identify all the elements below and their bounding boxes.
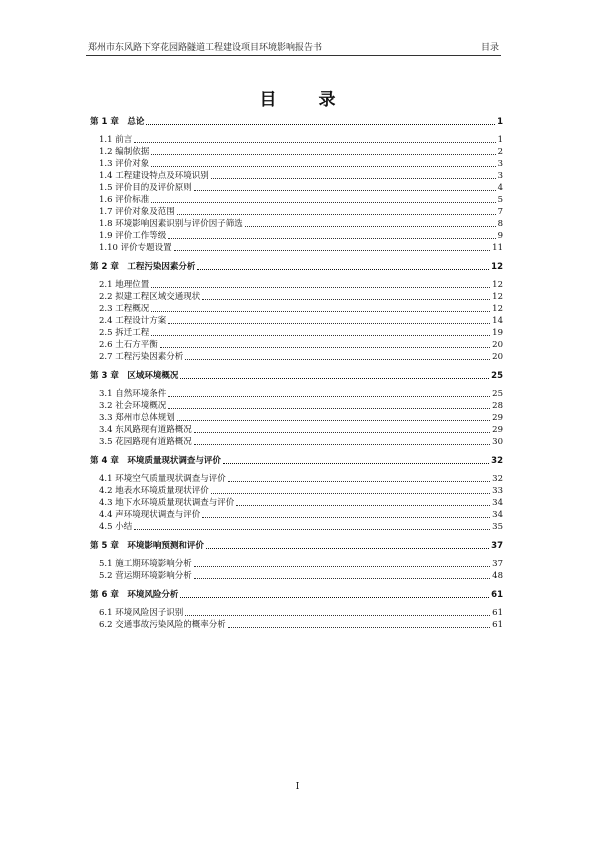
toc-section-entry-label: 1.6 评价标准 <box>99 195 150 205</box>
toc-section-entry-page: 12 <box>492 280 503 290</box>
toc-section-entry-page: 7 <box>497 207 503 217</box>
toc-section-entry-page: 3 <box>497 159 503 169</box>
toc-chapter-entry[interactable] <box>90 261 503 273</box>
toc-section-entry-label: 4.5 小结 <box>99 522 133 532</box>
dot-leader <box>194 189 496 191</box>
toc-section-entry[interactable] <box>99 497 503 509</box>
toc-section-entry[interactable] <box>99 291 503 303</box>
dot-leader <box>194 577 490 579</box>
dot-leader <box>134 141 495 143</box>
toc-section-entry-page: 61 <box>492 608 503 618</box>
toc-section-entry-page: 34 <box>492 510 503 520</box>
spacer <box>90 533 503 540</box>
dot-leader <box>151 286 490 288</box>
dot-leader <box>151 165 495 167</box>
toc-section-entry[interactable] <box>99 619 503 631</box>
toc-section-entry-label: 1.2 编制依据 <box>99 147 150 157</box>
toc-section-entry-label: 4.3 地下水环境质量现状调查与评价 <box>99 498 235 508</box>
toc-section-entry-label: 2.2 拟建工程区域交通现状 <box>99 292 201 302</box>
toc-section-entry-page: 25 <box>492 389 503 399</box>
toc-section-entry-label: 2.4 工程设计方案 <box>99 316 167 326</box>
header-rule <box>86 55 501 56</box>
toc-section-entry-label: 3.1 自然环境条件 <box>99 389 167 399</box>
dot-leader <box>228 480 490 482</box>
toc-section-entry-page: 12 <box>492 304 503 314</box>
toc-section-entry[interactable] <box>99 424 503 436</box>
dot-leader <box>194 443 490 445</box>
spacer <box>90 363 503 370</box>
toc-section-entry-label: 1.3 评价对象 <box>99 159 150 169</box>
dot-leader <box>146 123 495 125</box>
running-header <box>88 40 499 54</box>
toc-chapter-entry-page: 37 <box>491 541 503 551</box>
dot-leader <box>211 177 496 179</box>
toc-section-entry-page: 11 <box>492 243 503 253</box>
toc-section-entry-label: 3.3 郑州市总体规划 <box>99 413 175 423</box>
toc-section-entry[interactable] <box>99 182 503 194</box>
toc-section-entry-page: 61 <box>492 620 503 630</box>
dot-leader <box>228 626 490 628</box>
toc-section-entry-label: 1.4 工程建设特点及环境识别 <box>99 171 209 181</box>
toc-section-entry[interactable] <box>99 473 503 485</box>
toc-chapter-entry-page: 1 <box>497 117 503 127</box>
toc-section-entry-page: 2 <box>497 147 503 157</box>
toc-section-entry-page: 48 <box>492 571 503 581</box>
toc-section-entry-label: 5.2 营运期环境影响分析 <box>99 571 192 581</box>
toc-section-entry-label: 6.2 交通事故污染风险的概率分析 <box>99 620 226 630</box>
dot-leader <box>223 462 489 464</box>
dot-leader <box>177 419 490 421</box>
dot-leader <box>168 395 490 397</box>
toc-section-entry[interactable] <box>99 206 503 218</box>
toc-chapter-entry-label: 第 3 章 区域环境概况 <box>90 371 179 381</box>
table-of-contents <box>90 116 503 631</box>
toc-section-entry-label: 5.1 施工期环境影响分析 <box>99 559 192 569</box>
toc-section-entry-page: 14 <box>492 316 503 326</box>
toc-section-entry[interactable] <box>99 230 503 242</box>
toc-section-entry-page: 4 <box>497 183 503 193</box>
dot-leader <box>168 237 495 239</box>
toc-section-entry-label: 4.2 地表水环境质量现状评价 <box>99 486 209 496</box>
toc-section-entry[interactable] <box>99 242 503 254</box>
dot-leader <box>211 492 490 494</box>
toc-section-entry-label: 2.5 拆迁工程 <box>99 328 150 338</box>
toc-chapter-entry-label: 第 5 章 环境影响预测和评价 <box>90 541 204 551</box>
dot-leader <box>168 322 490 324</box>
toc-section-entry[interactable] <box>99 327 503 339</box>
header-section-name: 目录 <box>480 43 499 53</box>
toc-section-entry[interactable] <box>99 315 503 327</box>
toc-section-entry[interactable] <box>99 146 503 158</box>
toc-section-entry-label: 1.1 前言 <box>99 135 133 145</box>
toc-section-entry[interactable] <box>99 194 503 206</box>
toc-chapter-entry[interactable] <box>90 116 503 128</box>
toc-section-entry-label: 1.9 评价工作等级 <box>99 231 167 241</box>
toc-chapter-entry-label: 第 6 章 环境风险分析 <box>90 590 179 600</box>
toc-chapter-entry-page: 12 <box>491 262 503 272</box>
dot-leader <box>151 153 495 155</box>
dot-leader <box>151 310 490 312</box>
toc-chapter-entry-page: 61 <box>491 590 503 600</box>
toc-section-entry[interactable] <box>99 170 503 182</box>
toc-section-entry-label: 1.7 评价对象及范围 <box>99 207 175 217</box>
dot-leader <box>194 565 490 567</box>
dot-leader <box>202 298 490 300</box>
toc-section-entry[interactable] <box>99 509 503 521</box>
toc-section-entry-page: 3 <box>497 171 503 181</box>
toc-section-entry-page: 5 <box>497 195 503 205</box>
toc-section-entry[interactable] <box>99 400 503 412</box>
dot-leader <box>134 528 490 530</box>
toc-section-entry[interactable] <box>99 134 503 146</box>
page-title: 目 录 <box>259 90 354 110</box>
toc-chapter-entry-page: 32 <box>491 456 503 466</box>
toc-section-entry[interactable] <box>99 158 503 170</box>
toc-chapter-entry-label: 第 2 章 工程污染因素分析 <box>90 262 196 272</box>
toc-section-entry-page: 12 <box>492 292 503 302</box>
dot-leader <box>194 431 490 433</box>
toc-chapter-entry[interactable] <box>90 455 503 467</box>
dot-leader <box>185 358 490 360</box>
dot-leader <box>168 407 490 409</box>
toc-section-entry-page: 29 <box>492 425 503 435</box>
dot-leader <box>185 614 490 616</box>
dot-leader <box>151 334 490 336</box>
toc-chapter-entry-label: 第 1 章 总论 <box>90 117 145 127</box>
toc-section-entry-label: 4.1 环境空气质量现状调查与评价 <box>99 474 226 484</box>
toc-section-entry-label: 1.10 评价专题设置 <box>99 243 172 253</box>
toc-section-entry-label: 3.5 花园路现有道路概况 <box>99 437 192 447</box>
toc-section-entry-page: 28 <box>492 401 503 411</box>
toc-section-entry-page: 35 <box>492 522 503 532</box>
toc-section-entry-label: 3.4 东风路现有道路概况 <box>99 425 192 435</box>
header-document-title: 郑州市东风路下穿花园路隧道工程建设项目环境影响报告书 <box>88 43 323 53</box>
toc-section-entry-page: 34 <box>492 498 503 508</box>
dot-leader <box>151 201 495 203</box>
dot-leader <box>180 596 489 598</box>
spacer <box>90 582 503 589</box>
toc-chapter-entry-page: 25 <box>491 371 503 381</box>
toc-section-entry-page: 32 <box>492 474 503 484</box>
toc-section-entry[interactable] <box>99 388 503 400</box>
toc-section-entry[interactable] <box>99 607 503 619</box>
toc-section-entry-page: 19 <box>492 328 503 338</box>
toc-section-entry-page: 20 <box>492 340 503 350</box>
toc-section-entry-label: 3.2 社会环境概况 <box>99 401 167 411</box>
toc-section-entry-page: 1 <box>497 135 503 145</box>
toc-chapter-entry[interactable] <box>90 370 503 382</box>
toc-chapter-entry-label: 第 4 章 环境质量现状调查与评价 <box>90 456 221 466</box>
dot-leader <box>202 516 490 518</box>
toc-section-entry-label: 4.4 声环境现状调查与评价 <box>99 510 201 520</box>
toc-section-entry[interactable] <box>99 218 503 230</box>
toc-section-entry-label: 1.5 评价目的及评价原则 <box>99 183 192 193</box>
toc-section-entry-label: 6.1 环境风险因子识别 <box>99 608 184 618</box>
toc-section-entry[interactable] <box>99 436 503 448</box>
dot-leader <box>160 346 490 348</box>
dot-leader <box>197 268 489 270</box>
dot-leader <box>206 547 489 549</box>
dot-leader <box>180 377 489 379</box>
dot-leader <box>174 249 491 251</box>
toc-section-entry[interactable] <box>99 485 503 497</box>
toc-section-entry[interactable] <box>99 558 503 570</box>
dot-leader <box>245 225 496 227</box>
toc-chapter-entry[interactable] <box>90 589 503 601</box>
toc-section-entry-page: 37 <box>492 559 503 569</box>
toc-section-entry-label: 2.3 工程概况 <box>99 304 150 314</box>
toc-section-entry-page: 9 <box>497 231 503 241</box>
toc-section-entry[interactable] <box>99 279 503 291</box>
page-number: I <box>295 782 300 792</box>
toc-section-entry[interactable] <box>99 521 503 533</box>
toc-section-entry[interactable] <box>99 412 503 424</box>
dot-leader <box>236 504 490 506</box>
toc-section-entry[interactable] <box>99 339 503 351</box>
toc-section-entry-page: 20 <box>492 352 503 362</box>
toc-chapter-entry[interactable] <box>90 540 503 552</box>
toc-section-entry-page: 33 <box>492 486 503 496</box>
spacer <box>90 448 503 455</box>
toc-section-entry-label: 2.7 工程污染因素分析 <box>99 352 184 362</box>
toc-section-entry-label: 2.1 地理位置 <box>99 280 150 290</box>
toc-section-entry-label: 1.8 环境影响因素识别与评价因子筛选 <box>99 219 243 229</box>
dot-leader <box>177 213 496 215</box>
toc-section-entry-page: 29 <box>492 413 503 423</box>
toc-section-entry[interactable] <box>99 351 503 363</box>
toc-section-entry[interactable] <box>99 303 503 315</box>
toc-section-entry-label: 2.6 土石方平衡 <box>99 340 158 350</box>
toc-section-entry[interactable] <box>99 570 503 582</box>
toc-section-entry-page: 8 <box>497 219 503 229</box>
toc-section-entry-page: 30 <box>492 437 503 447</box>
spacer <box>90 254 503 261</box>
